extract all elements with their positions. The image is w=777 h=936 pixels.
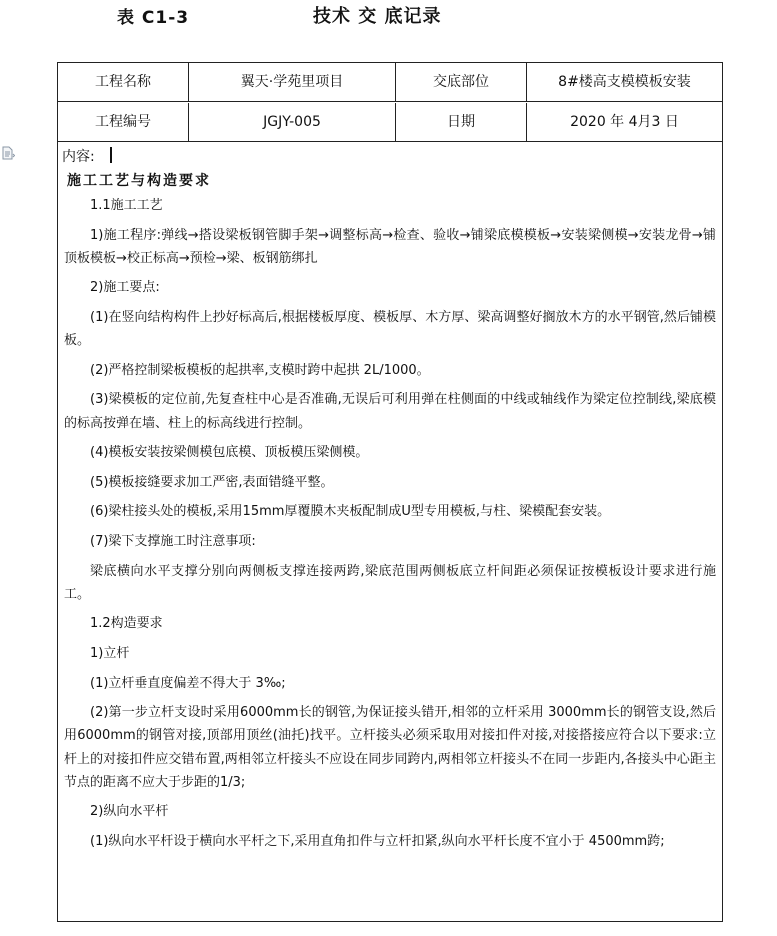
content-label: 内容: [62,149,95,165]
location-value: 8#楼高支模模板安装 [558,74,691,90]
date-label: 日期 [396,103,527,141]
paragraph: 1)施工程序:弹线→搭设梁板钢管脚手架→调整标高→检查、验收→铺梁底模模板→安装梁侧模→安装龙骨→铺顶板模板→校正标高→预检→梁、板钢筋绑扎 [64,227,716,266]
document-title: 技术 交 底记录 [313,6,442,27]
paragraph: (5)模板接缝要求加工严密,表面错缝平整。 [90,474,334,490]
text-cursor [110,147,112,163]
document-icon[interactable] [1,146,15,160]
content-body [64,194,716,860]
date-value: 2020 年 4月3 日 [570,114,679,130]
paragraph: 1.1施工工艺 [90,198,163,213]
paragraph: 梁底横向水平支撑分别向两侧板支撑连接两跨,梁底范围两侧板底立杆间距必须保证按模板设计要求进行施工。 [64,563,716,602]
paragraph: 1.2构造要求 [90,616,163,632]
project-no-value: JGJY-005 [189,103,396,141]
paragraph: (1)在竖向结构构件上抄好标高后,根据楼板厚度、模板厚、木方厚、梁高调整好搁放木方的水平钢管,然后铺模板。 [64,309,716,349]
paragraph: 2)施工要点: [90,280,160,296]
paragraph: (3)梁模板的定位前,先复查柱中心是否准确,无误后可利用弹在柱侧面的中线或轴线作为梁定位控制线,梁底模的标高按弹在墙、柱上的标高线进行控制。 [64,392,716,431]
project-name-label: 工程名称 [58,63,189,101]
paragraph: (1)纵向水平杆设于横向水平杆之下,采用直角扣件与立杆扣紧,纵向水平杆长度不宜小于 4500mm跨; [90,833,665,849]
table-row [58,63,722,102]
paragraph: (4)模板安装按梁侧模包底模、顶板模压梁侧模。 [90,445,369,461]
location-label: 交底部位 [396,63,527,101]
project-no-label: 工程编号 [58,103,189,141]
paragraph: (2)第一步立杆支设时采用6000mm长的钢管,为保证接头错开,相邻的立杆采用 3000mm长的钢管支设,然后用6000mm的钢管对接,顶部用顶丝(油托)找平。立杆接头必须采取用对接扣件对接,对接搭接应符合以下要求:立杆上的对接扣件应交错布置,两相邻立杆接头不应设在同步同跨内,两相邻立杆接头不在同一步距内,各接头中心距主节点的距离不应大于步距的1/3; [64,705,716,790]
paragraph: 1)立杆 [90,645,130,661]
form-number: 表 C1-3 [117,8,190,28]
title-row [0,0,777,34]
paragraph: (1)立杆垂直度偏差不得大于 3‰; [90,675,286,691]
project-name-value: 翼天·学苑里项目 [189,63,396,101]
table-row [58,103,722,142]
section-heading: 施工工艺与构造要求 [67,173,211,189]
paragraph: (6)梁柱接头处的模板,采用15mm厚覆膜木夹板配制成U型专用模板,与柱、梁模配套安装。 [90,504,611,520]
paragraph: (7)梁下支撑施工时注意事项: [90,533,256,549]
paragraph: 2)纵向水平杆 [90,804,169,820]
disclosure-table [57,62,723,922]
paragraph: (2)严格控制梁板模板的起拱率,支模时跨中起拱 2L/1000。 [90,362,430,378]
